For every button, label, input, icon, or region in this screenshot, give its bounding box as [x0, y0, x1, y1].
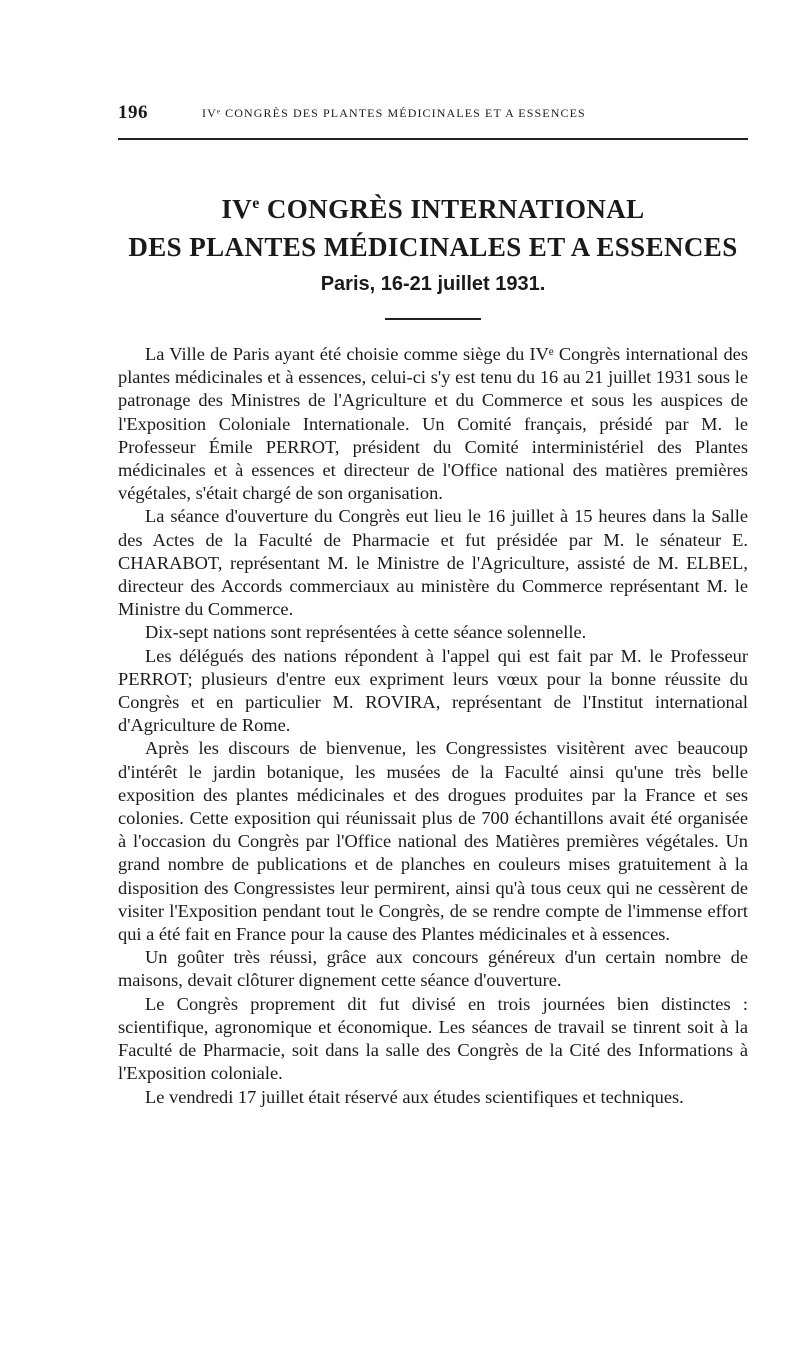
page-header [118, 102, 748, 128]
paragraph: Le vendredi 17 juillet était réservé aux études scientifiques et techniques. [145, 1086, 684, 1107]
paragraph: Le Congrès proprement dit fut divisé en trois journées bien distinctes : scientifique, agronomique et économique. Les séances de travail se tinrent soit à la Faculté de Pharmacie, soit dans la salle des Congrès de la Cité des Informations à l'Exposition coloniale. [118, 993, 748, 1084]
article-title [118, 190, 748, 266]
paragraph: Les délégués des nations répondent à l'appel qui est fait par M. le Professeur PERROT; plusieurs d'entre eux expriment leurs vœux pour la bonne réussite du Congrès et en particulier M. ROVIRA, représentant de l'Institut international d'Agriculture de Rome. [118, 645, 748, 736]
page-number: 196 [118, 102, 148, 123]
running-head: IVᵉ CONGRÈS DES PLANTES MÉDICINALES ET A ESSENCES [202, 106, 586, 120]
title-separator-rule [385, 318, 481, 320]
paragraph: La Ville de Paris ayant été choisie comme siège du IVᵉ Congrès international des plantes médicinales et à essences, celui-ci s'y est tenu du 16 au 21 juillet 1931 sous le patronage des Ministres de l'Agriculture et du Commerce et sous les auspices de l'Exposition Coloniale Internationale. Un Comité français, présidé par M. le Professeur Émile PERROT, président du Comité interministériel des Plantes médicinales et à essences et directeur de l'Office national des matières premières végétales, s'était chargé de son organisation. [118, 344, 748, 504]
article-subtitle: Paris, 16-21 juillet 1931. [320, 273, 546, 295]
article-body [118, 343, 748, 1109]
title-roman-numeral: IV [221, 194, 253, 224]
title-line-2: DES PLANTES MÉDICINALES ET A ESSENCES [128, 232, 738, 262]
title-line-1-text: CONGRÈS INTERNATIONAL [259, 194, 645, 224]
title-superscript: e [252, 195, 260, 212]
title-line-1 [118, 190, 748, 228]
paragraph: Après les discours de bienvenue, les Congressistes visitèrent avec beaucoup d'intérêt le jardin botanique, les musées de la Faculté ainsi qu'une très belle exposition des plantes médicinales et des drogues produites par la France et ses colonies. Cette exposition qui réunissait plus de 700 échantillons avait été organisée à l'occasion du Congrès par l'Office national des Matières premières végétales. Un grand nombre de publications et de planches en couleurs mises gratuitement à la disposition des Congressistes leur permirent, ainsi qu'à tous ceux qui ne cessèrent de visiter l'Exposition pendant tout le Congrès, de se rendre compte de l'immense effort qui a été fait en France pour la cause des Plantes médicinales et à essences. [118, 738, 748, 945]
paragraph: Dix-sept nations sont représentées à cette séance solennelle. [145, 622, 587, 643]
paragraph: Un goûter très réussi, grâce aux concours généreux d'un certain nombre de maisons, devait clôturer dignement cette séance d'ouverture. [118, 947, 748, 991]
paragraph: La séance d'ouverture du Congrès eut lieu le 16 juillet à 15 heures dans la Salle des Actes de la Faculté de Pharmacie et fut présidée par M. le sénateur E. CHARABOT, représentant M. le Ministre de l'Agriculture, assisté de M. ELBEL, directeur des Accords commerciaux au ministère du Commerce représentant M. le Ministre du Commerce. [118, 506, 748, 620]
header-rule [118, 138, 748, 140]
